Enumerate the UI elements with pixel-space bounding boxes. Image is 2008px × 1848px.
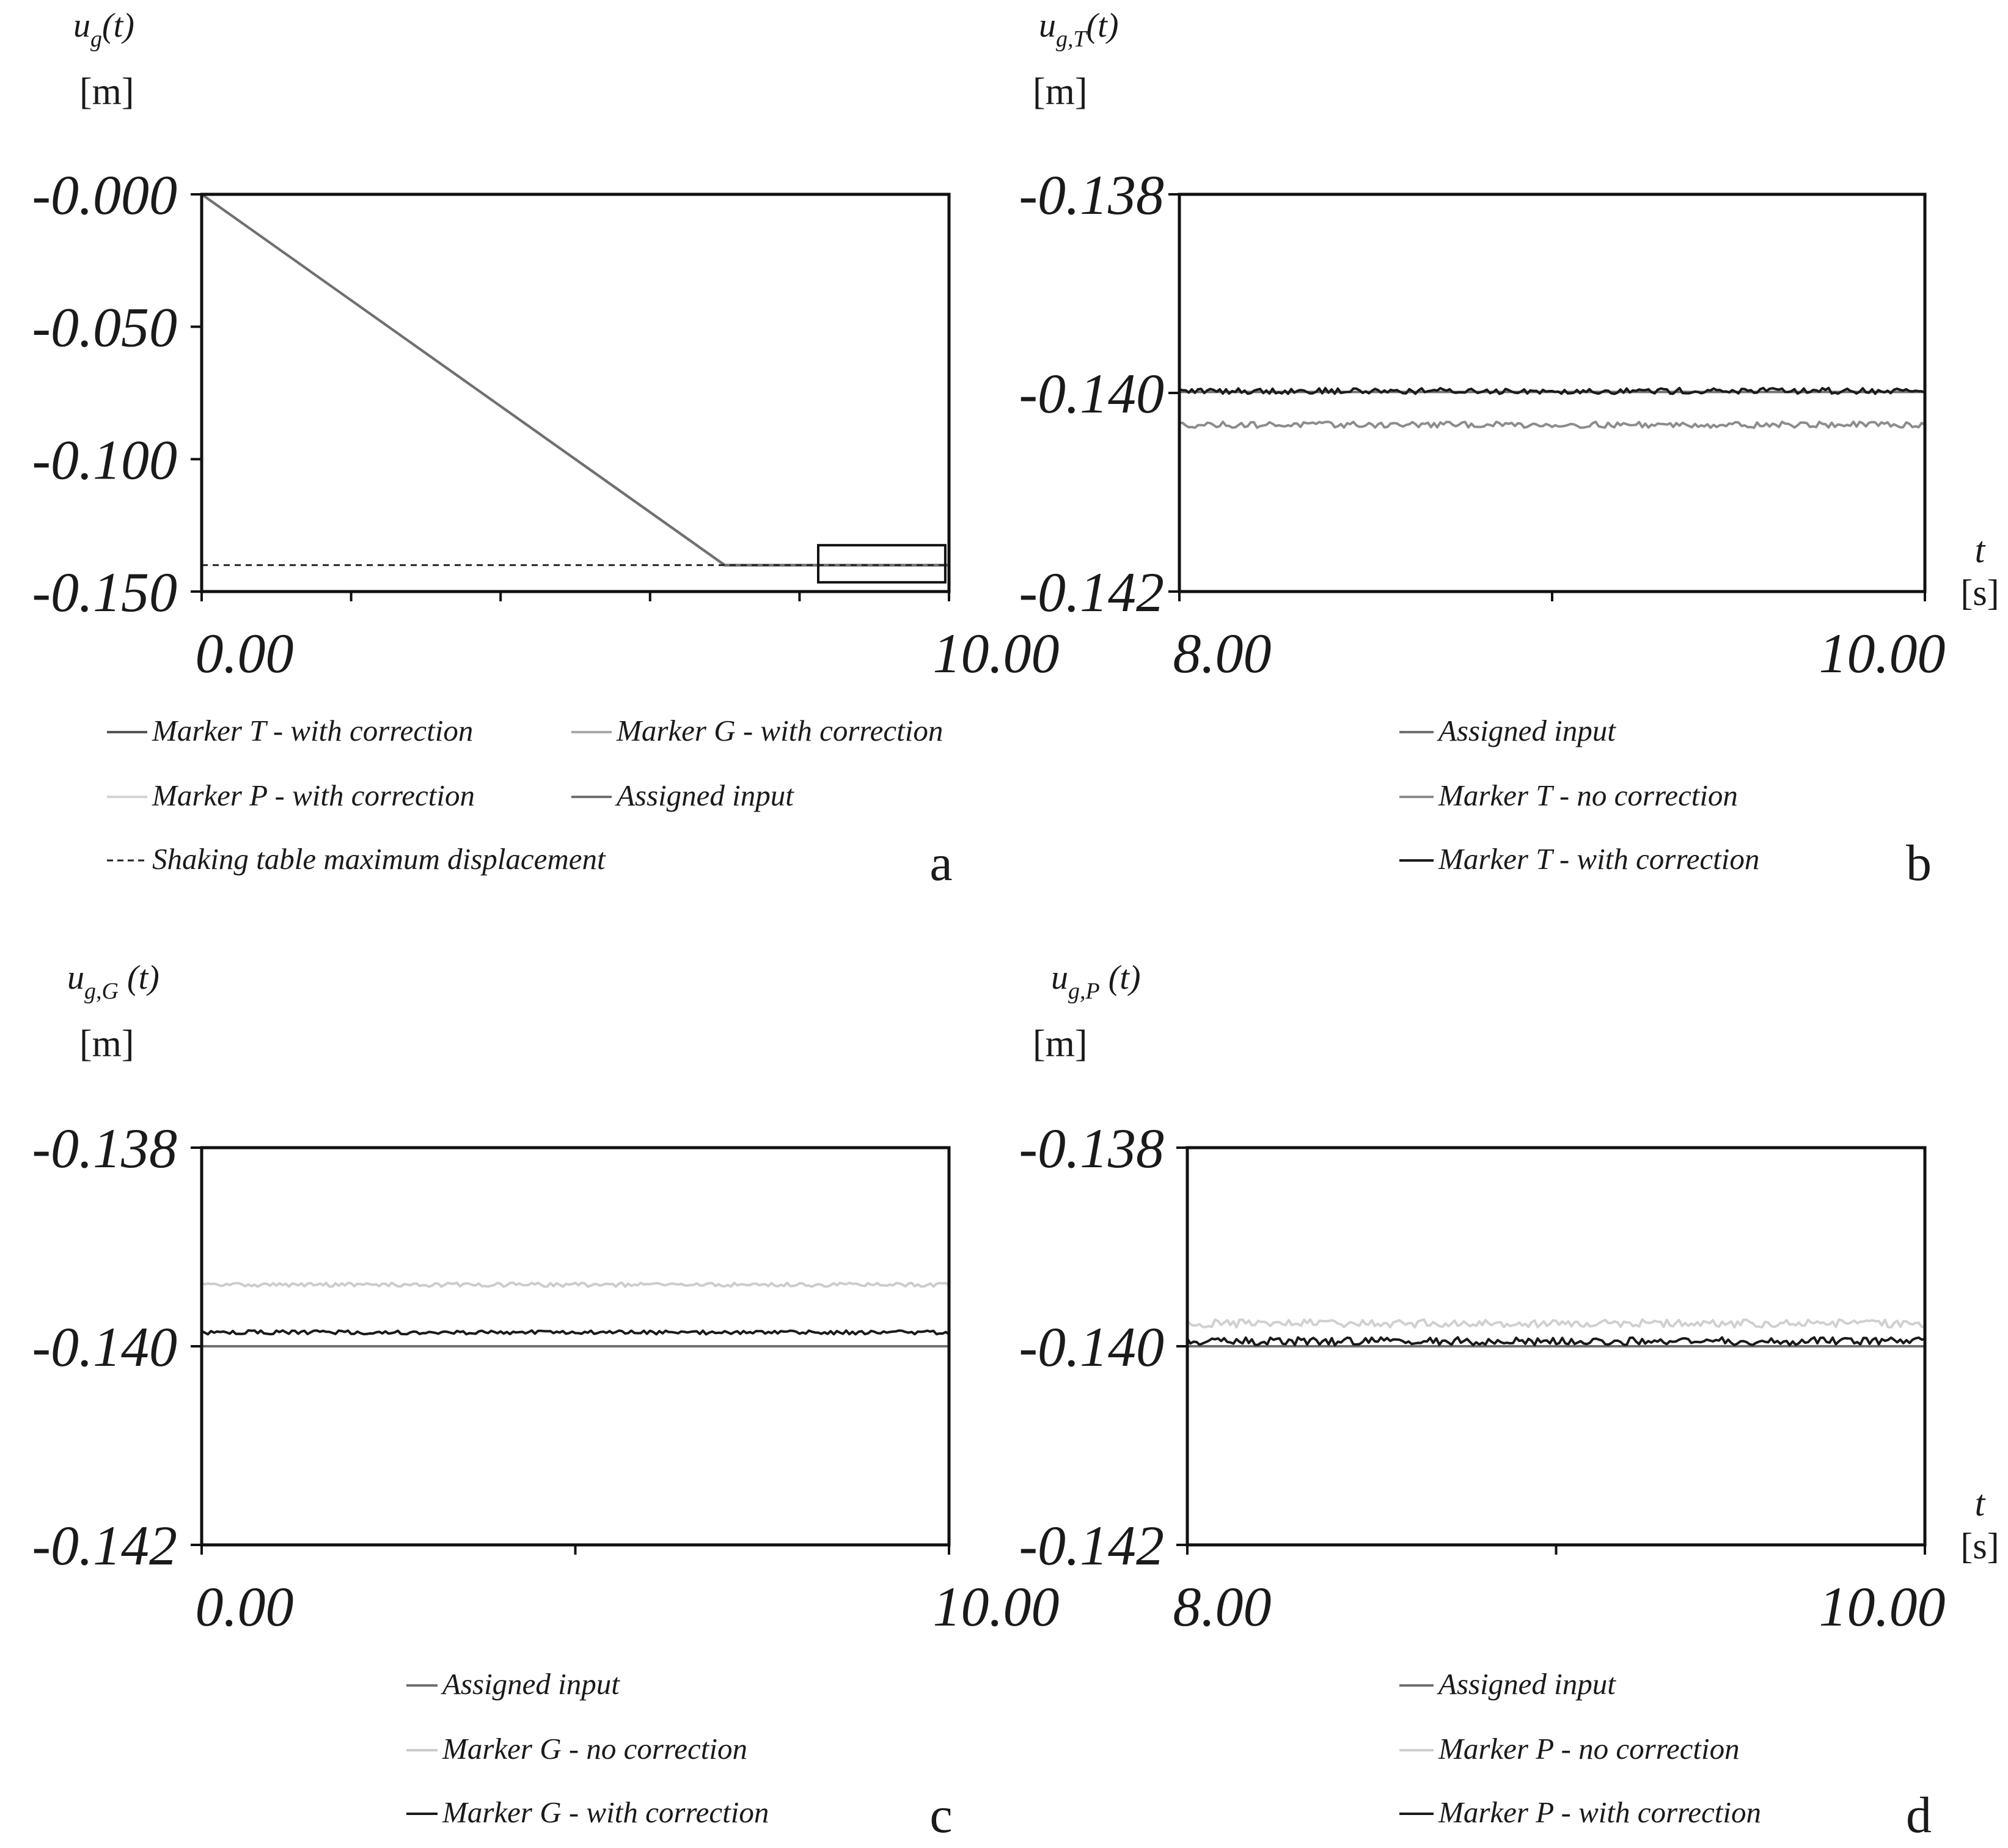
y-axis-symbol: u	[1051, 959, 1068, 997]
series-line	[202, 194, 949, 565]
y-tick-label: -0.142	[1019, 561, 1164, 623]
series-line	[1187, 1337, 1925, 1345]
panel-letter: d	[1906, 1787, 1932, 1844]
legend-entry: Assigned input	[617, 779, 794, 812]
y-tick-label: -0.000	[32, 164, 177, 226]
y-tick-label: -0.138	[32, 1117, 177, 1179]
legend-entry: Assigned input	[1438, 714, 1616, 747]
y-tick-label: -0.142	[1019, 1514, 1164, 1577]
y-tick-label: -0.100	[32, 428, 177, 491]
y-axis-subscript: g,G	[84, 978, 119, 1004]
x-tick-label: 8.00	[1173, 622, 1272, 684]
legend-entry: Marker P - no correction	[1438, 1732, 1740, 1766]
y-axis-label	[1039, 7, 1119, 52]
series-line	[1187, 1319, 1925, 1327]
x-axis-label: t	[1974, 530, 1985, 570]
series-line	[202, 1330, 949, 1334]
y-axis-argument: (t)	[118, 959, 159, 997]
legend-entry: Marker T - with correction	[152, 714, 474, 747]
x-tick-label: 10.00	[933, 622, 1060, 684]
series-line	[1179, 422, 1925, 428]
x-tick-label: 0.00	[195, 622, 294, 684]
legend-entry: Marker P - with correction	[1438, 1795, 1762, 1829]
series-line	[202, 194, 949, 566]
legend-entry: Marker G - with correction	[442, 1795, 769, 1829]
x-tick-label: 10.00	[933, 1575, 1060, 1638]
y-axis-argument: (t)	[1086, 7, 1119, 45]
legend-entry: Assigned input	[1438, 1667, 1616, 1701]
y-axis-unit: [m]	[1033, 1023, 1088, 1065]
y-tick-label: -0.140	[32, 1316, 177, 1378]
x-axis-unit: [s]	[1960, 573, 1999, 613]
legend-entry: Marker G - no correction	[442, 1732, 747, 1766]
y-tick-label: -0.150	[32, 561, 177, 623]
y-axis-label	[1051, 959, 1141, 1004]
y-tick-label: -0.050	[32, 296, 177, 359]
x-axis-label: t	[1974, 1483, 1985, 1524]
y-axis-argument: (t)	[102, 7, 134, 45]
y-axis-subscript: g,T	[1056, 26, 1086, 52]
y-tick-label: -0.142	[32, 1514, 177, 1577]
series-line	[202, 1283, 949, 1287]
series-group	[1179, 388, 1925, 428]
series-group	[202, 194, 949, 566]
y-axis-unit: [m]	[1033, 71, 1088, 112]
plot-frame	[202, 194, 949, 592]
chart-panel-c	[32, 959, 1059, 1844]
legend-entry: Shaking table maximum displacement	[152, 842, 606, 876]
chart-panel-a	[32, 7, 1059, 892]
panel-letter: c	[929, 1787, 953, 1844]
y-axis-subscript: g,P	[1068, 978, 1100, 1004]
chart-panel-b	[1019, 7, 1999, 892]
x-tick-label: 10.00	[1819, 1575, 1946, 1638]
zoom-box	[818, 545, 945, 582]
y-axis-argument: (t)	[1099, 959, 1141, 997]
y-tick-label: -0.138	[1019, 1117, 1164, 1179]
legend-entry: Marker G - with correction	[617, 714, 944, 747]
y-axis-subscript: g	[90, 26, 102, 52]
legend-entry: Assigned input	[442, 1667, 620, 1701]
y-axis-symbol: u	[67, 959, 84, 997]
y-tick-label: -0.140	[1019, 1316, 1164, 1378]
y-axis-label	[67, 959, 159, 1004]
y-axis-symbol: u	[73, 7, 90, 45]
x-tick-label: 8.00	[1173, 1575, 1272, 1638]
legend-entry: Marker P - with correction	[152, 779, 475, 812]
legend-entry: Marker T - no correction	[1438, 779, 1738, 812]
panel-letter: a	[929, 835, 953, 892]
y-axis-symbol: u	[1039, 7, 1056, 45]
series-group	[202, 1283, 949, 1346]
x-tick-label: 0.00	[195, 1575, 294, 1638]
y-axis-unit: [m]	[79, 71, 134, 112]
chart-panel-d	[1019, 959, 1999, 1844]
x-tick-label: 10.00	[1819, 622, 1946, 684]
x-axis-unit: [s]	[1960, 1526, 1999, 1566]
y-axis-label	[73, 7, 134, 52]
panel-letter: b	[1906, 835, 1932, 892]
y-tick-label: -0.138	[1019, 164, 1164, 226]
y-axis-unit: [m]	[79, 1023, 134, 1065]
legend-entry: Marker T - with correction	[1438, 842, 1760, 876]
y-tick-label: -0.140	[1019, 362, 1164, 425]
series-line	[202, 194, 949, 565]
series-line	[202, 194, 949, 565]
series-group	[1187, 1319, 1925, 1346]
